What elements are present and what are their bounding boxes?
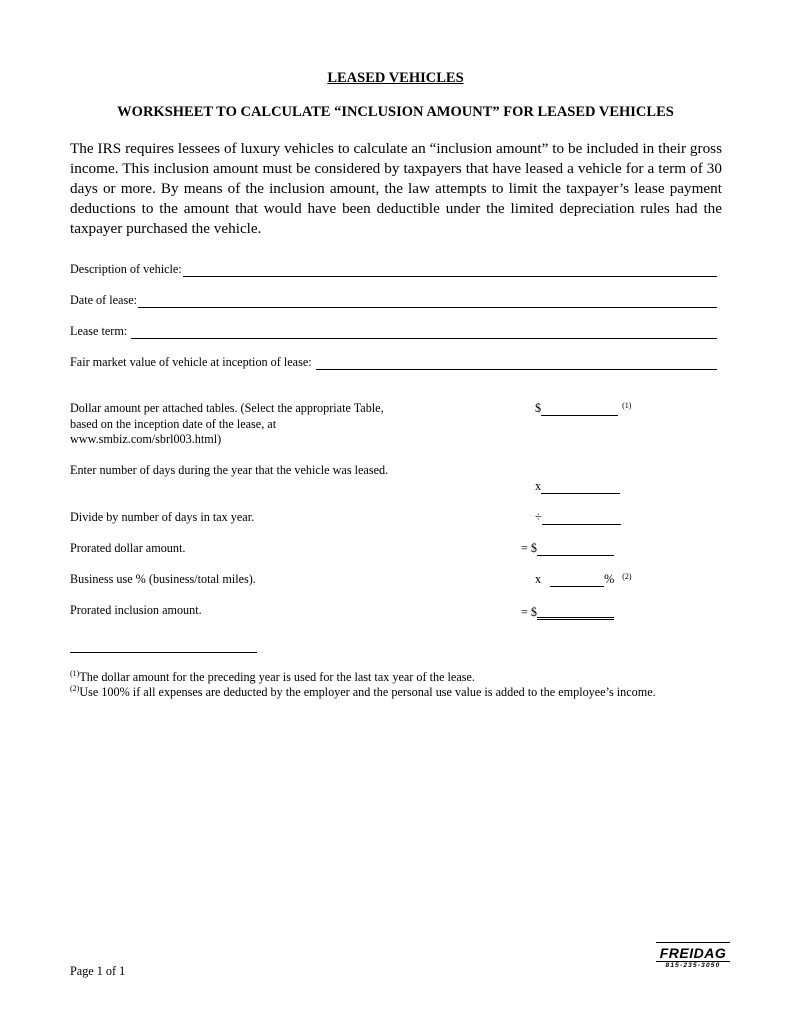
dollar-amount-value[interactable] <box>535 401 631 416</box>
logo-phone: 815-235-3050 <box>656 961 730 970</box>
dollar-amount-label: Dollar amount per attached tables. (Select the appropriate Table, based on the inception date of the lease, at www.smbiz.com/sbrl003.html) <box>70 401 384 446</box>
worksheet-subtitle: WORKSHEET TO CALCULATE “INCLUSION AMOUNT” FOR LEASED VEHICLES <box>117 104 674 120</box>
fmv-label: Fair market value of vehicle at inception of lease: <box>70 355 315 369</box>
footnote-2-ref: (2) <box>70 684 80 693</box>
days-year-line[interactable] <box>542 512 621 525</box>
multiply-prefix: x <box>535 479 542 493</box>
days-leased-line[interactable] <box>541 481 620 494</box>
intro-paragraph: The IRS requires lessees of luxury vehicles to calculate an “inclusion amount” to be included in their gross income. This inclusion amount must be considered by taxpayers that have leased a vehicle for a term of 30 days or more. By means of the inclusion amount, the law attempts to limit the taxpayer’s lease payment deductions to the amount that would have been deductible under the limited depreciation rules had the taxpayer purchased the vehicle. <box>70 140 722 237</box>
term-label: Lease term: <box>70 324 131 338</box>
term-field[interactable] <box>70 324 717 339</box>
footnote-ref-2: (2) <box>622 572 632 581</box>
footnote-1-ref: (1) <box>70 669 80 678</box>
days-leased-label: Enter number of days during the year that the vehicle was leased. <box>70 463 389 477</box>
prorated-inclusion-line[interactable] <box>537 603 614 620</box>
days-year-value[interactable] <box>535 510 621 525</box>
document-title: LEASED VEHICLES <box>327 70 464 86</box>
freidag-logo <box>656 942 730 970</box>
prorated-dollar-value[interactable] <box>521 541 614 556</box>
prorated-inclusion-value[interactable] <box>521 603 614 620</box>
date-label: Date of lease: <box>70 293 137 307</box>
fmv-line[interactable] <box>316 357 717 370</box>
business-use-value[interactable] <box>535 572 632 587</box>
description-label: Description of vehicle: <box>70 262 182 276</box>
fmv-field[interactable] <box>70 355 717 370</box>
description-field[interactable] <box>70 262 717 277</box>
logo-name: FREIDAG <box>659 945 727 961</box>
business-multiply-prefix: x <box>535 572 542 586</box>
footnote-1-text: The dollar amount for the preceding year is used for the last tax year of the lease. <box>79 670 475 684</box>
term-line[interactable] <box>131 326 717 339</box>
footnote-separator <box>70 652 257 653</box>
page-number: Page 1 of 1 <box>70 964 126 978</box>
percent-suffix: % <box>604 572 615 586</box>
footnote-ref-1: (1) <box>622 401 632 410</box>
dollar-prefix: $ <box>535 401 542 415</box>
description-line[interactable] <box>183 264 717 277</box>
date-line[interactable] <box>138 295 717 308</box>
business-use-label: Business use % (business/total miles). <box>70 572 256 586</box>
dollar-amount-line[interactable] <box>541 403 618 416</box>
days-year-label: Divide by number of days in tax year. <box>70 510 255 524</box>
date-field[interactable] <box>70 293 717 308</box>
days-leased-value[interactable] <box>535 479 620 494</box>
footnote-2-text: Use 100% if all expenses are deducted by the employer and the personal use value is added to the employee’s income. <box>79 685 656 699</box>
prorated-inclusion-label: Prorated inclusion amount. <box>70 603 202 617</box>
equals-dollar-prefix: = $ <box>521 541 538 555</box>
footnote-2 <box>70 685 656 700</box>
prorated-dollar-label: Prorated dollar amount. <box>70 541 186 555</box>
inclusion-equals-prefix: = $ <box>521 605 538 619</box>
business-use-line[interactable] <box>550 574 604 587</box>
divide-prefix: ÷ <box>535 510 542 524</box>
footnote-1 <box>70 670 475 685</box>
prorated-dollar-line[interactable] <box>537 543 614 556</box>
